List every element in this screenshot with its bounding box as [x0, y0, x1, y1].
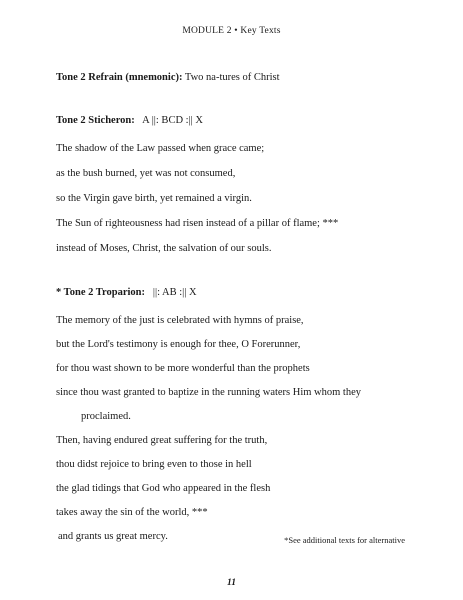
- refrain-line: [56, 72, 280, 83]
- sticheron-heading: [56, 115, 203, 126]
- footnote: *See additional texts for alternative: [284, 535, 405, 545]
- troparion-line: since thou wast granted to baptize in the running waters Him whom they: [56, 387, 362, 398]
- troparion-line: and grants us great mercy.: [58, 531, 168, 542]
- sticheron-label: Tone 2 Sticheron:: [56, 115, 135, 126]
- running-header: MODULE 2 • Key Texts: [182, 26, 281, 36]
- troparion-pattern: ||: AB :|| X: [152, 287, 197, 298]
- refrain-label: Tone 2 Refrain (mnemonic):: [56, 72, 183, 83]
- sticheron-line: The shadow of the Law passed when grace came;: [56, 143, 265, 154]
- troparion-line: The memory of the just is celebrated with hymns of praise,: [56, 315, 304, 326]
- troparion-line: but the Lord's testimony is enough for thee, O Forerunner,: [56, 339, 301, 350]
- sticheron-line: as the bush burned, yet was not consumed,: [56, 168, 236, 179]
- sticheron-pattern: A ||: BCD :|| X: [142, 115, 203, 126]
- troparion-line: the glad tidings that God who appeared in the flesh: [56, 483, 271, 494]
- sticheron-line: instead of Moses, Christ, the salvation of our souls.: [56, 243, 272, 254]
- refrain-text: Two na-tures of Christ: [184, 72, 280, 83]
- troparion-label: * Tone 2 Troparion:: [56, 287, 145, 298]
- troparion-heading: [56, 287, 197, 298]
- sticheron-line: The Sun of righteousness had risen instead of a pillar of flame; ***: [56, 218, 339, 229]
- troparion-line: proclaimed.: [81, 411, 131, 422]
- page-number: 11: [227, 578, 236, 588]
- troparion-line: takes away the sin of the world, ***: [56, 507, 208, 518]
- troparion-line: for thou wast shown to be more wonderful than the prophets: [56, 363, 310, 374]
- troparion-line: thou didst rejoice to bring even to those in hell: [56, 459, 252, 470]
- troparion-line: Then, having endured great suffering for the truth,: [56, 435, 268, 446]
- sticheron-line: so the Virgin gave birth, yet remained a virgin.: [56, 193, 252, 204]
